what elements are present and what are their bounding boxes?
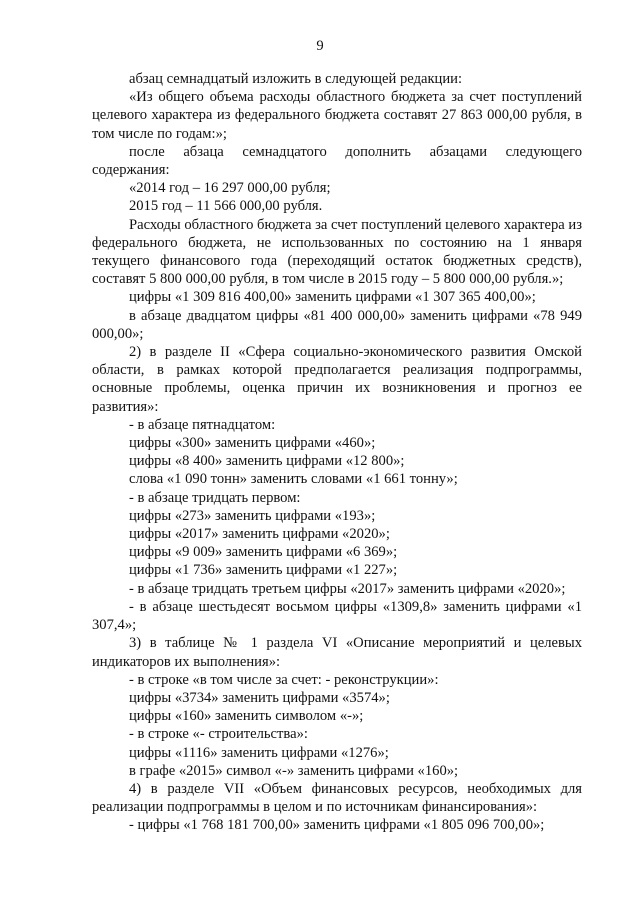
paragraph: цифры «1116» заменить цифрами «1276»; <box>129 744 389 761</box>
page-number: 9 <box>316 38 324 54</box>
paragraph: - в строке «- строительства»: <box>129 726 308 743</box>
paragraph: «2014 год – 16 297 000,00 рубля; <box>129 180 331 197</box>
paragraph: 2) в разделе II «Сфера социально-экономического развития Омской области, в рамках которой предполагается реализация подпрограммы, основные проблемы, оценка причин их возникновения и прогноз ее развития»: <box>92 344 582 415</box>
paragraph: - в абзаце тридцать первом: <box>129 489 301 506</box>
paragraph: - цифры «1 768 181 700,00» заменить цифрами «1 805 096 700,00»; <box>129 817 545 834</box>
paragraph: - в абзаце тридцать третьем цифры «2017» заменить цифрами «2020»; <box>129 580 566 597</box>
paragraph: цифры «2017» заменить цифрами «2020»; <box>129 526 390 543</box>
paragraph: цифры «1 736» заменить цифрами «1 227»; <box>129 562 398 579</box>
paragraph: «Из общего объема расходы областного бюджета за счет поступлений целевого характера из федерального бюджета составят 27 863 000,00 рубля, в том числе по годам:»; <box>92 89 582 142</box>
paragraph: - в абзаце пятнадцатом: <box>129 416 276 433</box>
paragraph: абзац семнадцатый изложить в следующей редакции: <box>129 71 463 87</box>
paragraph: в абзаце двадцатом цифры «81 400 000,00» заменить цифрами «78 949 000,00»; <box>92 307 582 342</box>
paragraph: 2015 год – 11 566 000,00 рубля. <box>129 198 323 215</box>
paragraph: - в строке «в том числе за счет: - реконструкции»: <box>129 671 439 688</box>
paragraph: в графе «2015» символ «-» заменить цифрами «160»; <box>129 762 459 779</box>
paragraph: 4) в разделе VII «Объем финансовых ресурсов, необходимых для реализации подпрограммы в целом и по источникам финансирования»: <box>92 780 582 816</box>
paragraph: цифры «160» заменить символом «-»; <box>129 708 364 725</box>
paragraph: цифры «1 309 816 400,00» заменить цифрами «1 307 365 400,00»; <box>129 289 536 306</box>
paragraph: 3) в таблице № 1 раздела VI «Описание мероприятий и целевых индикаторов их выполнения»: <box>92 635 582 670</box>
paragraph: Расходы областного бюджета за счет поступлений целевого характера из федерального бюджета, не использованных по состоянию на 1 января текущего финансового года (переходящий остаток бюджетных средств), составят 5 800 000,00 рубля, в том числе в 2015 году – 5 800 000,00 рубля.»; <box>92 216 582 288</box>
paragraph: цифры «300» заменить цифрами «460»; <box>129 435 376 452</box>
paragraph: цифры «273» заменить цифрами «193»; <box>129 507 376 524</box>
paragraph: слова «1 090 тонн» заменить словами «1 661 тонну»; <box>129 471 458 488</box>
paragraph: цифры «8 400» заменить цифрами «12 800»; <box>129 453 405 470</box>
paragraph: - в абзаце шестьдесят восьмом цифры «1309,8» заменить цифрами «1 307,4»; <box>92 598 582 634</box>
paragraph: цифры «9 009» заменить цифрами «6 369»; <box>129 544 398 561</box>
paragraph: после абзаца семнадцатого дополнить абзацами следующего содержания: <box>92 143 582 179</box>
paragraph: цифры «3734» заменить цифрами «3574»; <box>129 689 390 706</box>
document-body <box>92 70 582 835</box>
